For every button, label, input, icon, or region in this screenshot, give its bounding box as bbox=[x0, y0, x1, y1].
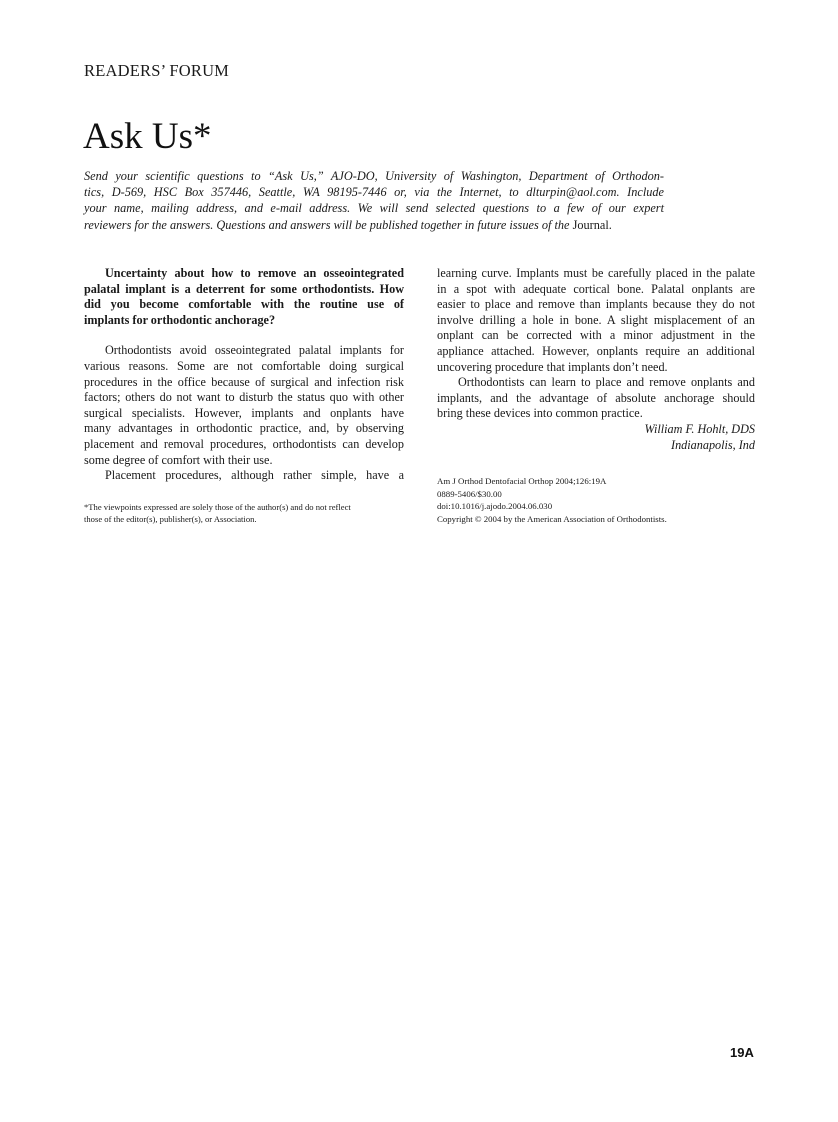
intro-line: tics, D-569, HSC Box 357446, Seattle, WA 98195-7446 or, via the Internet, to dlturpin@aol.com. Include bbox=[84, 185, 664, 200]
body-line: some degree of comfort with their use. bbox=[84, 452, 273, 467]
answer-paragraph-2-cont bbox=[437, 266, 755, 375]
body-line: uncovering procedure that implants don’t need. bbox=[437, 359, 668, 374]
body-line: Placement procedures, although rather simple, have a bbox=[105, 468, 404, 483]
intro-instructions bbox=[84, 168, 664, 233]
intro-line bbox=[84, 217, 664, 233]
body-line: factors; others do not want to disturb the status quo with other bbox=[84, 390, 404, 405]
body-line: surgical specialists. However, implants and onplants have bbox=[84, 405, 404, 420]
body-line: many advantages in orthodontic practice, and, by observing bbox=[84, 421, 404, 436]
body-line: involve drilling a hole in bone. A slight misplacement of an bbox=[437, 312, 755, 327]
footnote bbox=[84, 501, 404, 525]
question-line: implants for orthodontic anchorage? bbox=[84, 312, 276, 327]
journal-word: Journal. bbox=[572, 217, 612, 232]
body-line: implants, and the advantage of absolute anchorage should bbox=[437, 390, 755, 405]
question-line: Uncertainty about how to remove an osseointegrated bbox=[105, 266, 404, 280]
body-line: in a spot with adequate cortical bone. Palatal onplants are bbox=[437, 281, 755, 296]
answer-paragraph-2-start bbox=[84, 468, 404, 484]
body-line: learning curve. Implants must be carefully placed in the palate bbox=[437, 266, 755, 280]
right-column bbox=[437, 266, 755, 453]
citation-block bbox=[437, 475, 667, 525]
body-line: Orthodontists can learn to place and remove onplants and bbox=[458, 375, 755, 390]
citation-journal: Am J Orthod Dentofacial Orthop 2004;126:19A bbox=[437, 476, 607, 486]
body-line: procedures in the office because of surgical and infection risk bbox=[84, 374, 404, 389]
body-line: onplant can be corrected with a minor adjustment in the bbox=[437, 328, 755, 343]
body-line: bring these devices into common practice. bbox=[437, 406, 643, 421]
intro-line: Send your scientific questions to “Ask Us,” AJO-DO, University of Washington, Department of Orthodon- bbox=[84, 169, 664, 183]
body-line: placement and removal procedures, orthodontists can develop bbox=[84, 436, 404, 451]
question-line: did you become comfortable with the routine use of bbox=[84, 297, 404, 312]
intro-line-text: reviewers for the answers. Questions and answers will be published together in future issues of the bbox=[84, 217, 573, 232]
section-label: READERS’ FORUM bbox=[84, 61, 230, 80]
footnote-line: *The viewpoints expressed are solely those of the author(s) and do not reflect bbox=[84, 502, 351, 512]
body-line: various reasons. Some are not comfortable doing surgical bbox=[84, 358, 404, 373]
citation-issn: 0889-5406/$30.00 bbox=[437, 488, 502, 499]
intro-line: your name, mailing address, and e-mail address. We will send selected questions to a few of our expert bbox=[84, 201, 664, 216]
author-signature: William F. Hohlt, DDS bbox=[644, 421, 755, 436]
article-title: Ask Us* bbox=[83, 116, 212, 157]
answer-paragraph-3 bbox=[437, 375, 755, 422]
author-location: Indianapolis, Ind bbox=[671, 437, 755, 452]
body-line: easier to place and remove than implants because they do not bbox=[437, 297, 755, 312]
left-column bbox=[84, 266, 404, 484]
citation-copyright: Copyright © 2004 by the American Association of Orthodontists. bbox=[437, 513, 667, 524]
answer-paragraph-1 bbox=[84, 343, 404, 468]
body-line: Orthodontists avoid osseointegrated palatal implants for bbox=[105, 343, 404, 358]
reader-question bbox=[84, 266, 404, 328]
footnote-line: those of the editor(s), publisher(s), or Association. bbox=[84, 514, 257, 524]
question-line: palatal implant is a deterrent for some orthodontists. How bbox=[84, 281, 404, 296]
body-line: appliance attached. However, onplants require an additional bbox=[437, 343, 755, 358]
citation-doi: doi:10.1016/j.ajodo.2004.06.030 bbox=[437, 501, 553, 511]
page-number: 19A bbox=[730, 1045, 754, 1060]
